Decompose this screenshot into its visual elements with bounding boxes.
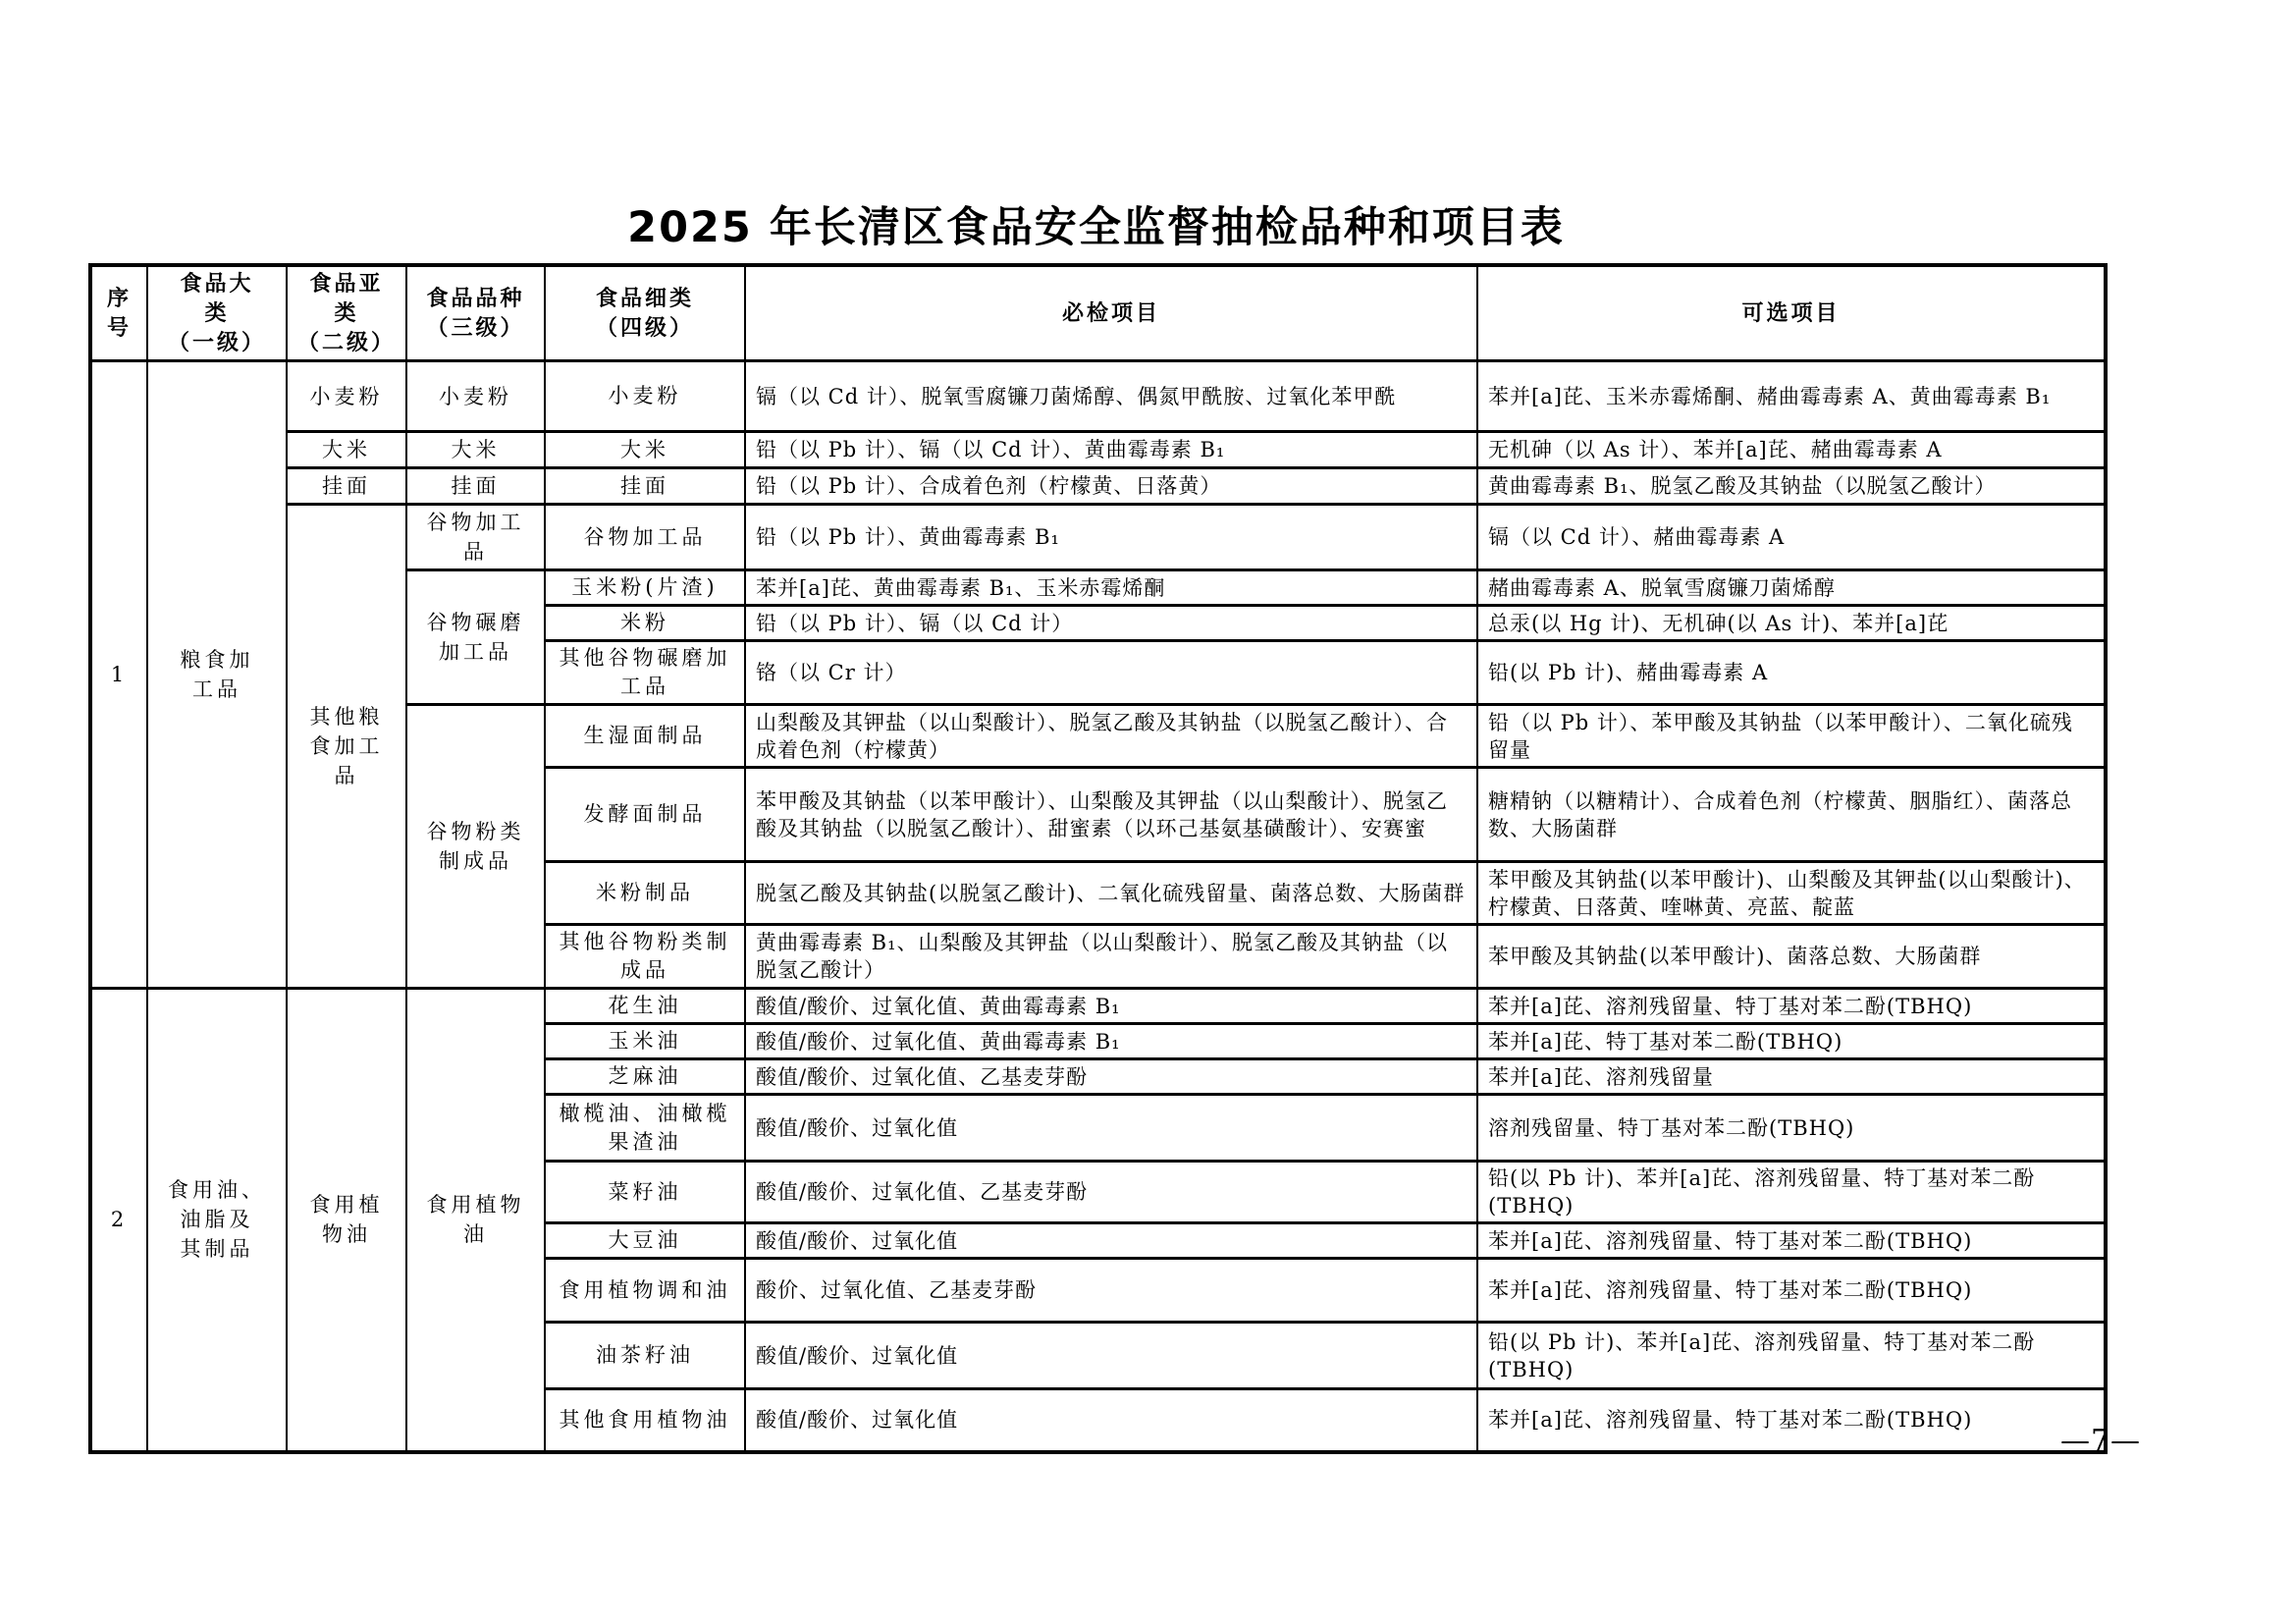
inspection-table	[88, 263, 2108, 1454]
optional-items-cell: 苯并[a]芘、溶剂残留量、特丁基对苯二酚(TBHQ)	[1477, 989, 2106, 1024]
optional-items-cell: 苯并[a]芘、溶剂残留量、特丁基对苯二酚(TBHQ)	[1477, 1223, 2106, 1259]
optional-items-cell: 苯并[a]芘、溶剂残留量、特丁基对苯二酚(TBHQ)	[1477, 1389, 2106, 1452]
required-items-cell: 酸值/酸价、过氧化值、乙基麦芽酚	[745, 1059, 1477, 1095]
required-items-cell: 苯并[a]芘、黄曲霉毒素 B₁、玉米赤霉烯酮	[745, 570, 1477, 606]
detail-cell: 花生油	[545, 989, 745, 1024]
optional-items-cell: 无机砷（以 As 计）、苯并[a]芘、赭曲霉毒素 A	[1477, 432, 2106, 468]
detail-cell: 橄榄油、油橄榄果渣油	[545, 1095, 745, 1162]
optional-items-cell: 溶剂残留量、特丁基对苯二酚(TBHQ)	[1477, 1095, 2106, 1162]
optional-items-cell: 总汞(以 Hg 计)、无机砷(以 As 计)、苯并[a]芘	[1477, 606, 2106, 641]
page-number: —7—	[2059, 1424, 2142, 1458]
detail-cell: 其他食用植物油	[545, 1389, 745, 1452]
required-items-cell: 铅（以 Pb 计）、镉（以 Cd 计）、黄曲霉毒素 B₁	[745, 432, 1477, 468]
optional-items-cell: 铅(以 Pb 计)、苯并[a]芘、溶剂残留量、特丁基对苯二酚(TBHQ)	[1477, 1323, 2106, 1389]
required-items-cell: 酸值/酸价、过氧化值、乙基麦芽酚	[745, 1162, 1477, 1223]
optional-items-cell: 苯并[a]芘、玉米赤霉烯酮、赭曲霉毒素 A、黄曲霉毒素 B₁	[1477, 361, 2106, 432]
required-items-cell: 山梨酸及其钾盐（以山梨酸计）、脱氢乙酸及其钠盐（以脱氢乙酸计）、合成着色剂（柠檬黄）	[745, 705, 1477, 768]
subcategory-cell: 其他粮 食加工 品	[287, 505, 406, 989]
required-items-cell: 铬（以 Cr 计）	[745, 641, 1477, 705]
optional-items-cell: 铅(以 Pb 计)、赭曲霉毒素 A	[1477, 641, 2106, 705]
optional-items-cell: 苯并[a]芘、特丁基对苯二酚(TBHQ)	[1477, 1024, 2106, 1059]
required-items-cell: 铅（以 Pb 计）、黄曲霉毒素 B₁	[745, 505, 1477, 570]
table-row	[90, 361, 2106, 432]
variety-cell: 食用植物 油	[406, 989, 545, 1452]
header-category: 食品大 类 （一级）	[147, 265, 287, 361]
required-items-cell: 酸值/酸价、过氧化值	[745, 1223, 1477, 1259]
required-items-cell: 黄曲霉毒素 B₁、山梨酸及其钾盐（以山梨酸计）、脱氢乙酸及其钠盐（以脱氢乙酸计）	[745, 925, 1477, 989]
detail-cell: 其他谷物粉类制成品	[545, 925, 745, 989]
variety-cell: 谷物加工 品	[406, 505, 545, 570]
detail-cell: 谷物加工品	[545, 505, 745, 570]
detail-cell: 芝麻油	[545, 1059, 745, 1095]
required-items-cell: 镉（以 Cd 计）、脱氧雪腐镰刀菌烯醇、偶氮甲酰胺、过氧化苯甲酰	[745, 361, 1477, 432]
subcategory-cell: 食用植 物油	[287, 989, 406, 1452]
detail-cell: 生湿面制品	[545, 705, 745, 768]
required-items-cell: 酸值/酸价、过氧化值	[745, 1095, 1477, 1162]
detail-cell: 油茶籽油	[545, 1323, 745, 1389]
detail-cell: 玉米油	[545, 1024, 745, 1059]
header-variety: 食品品种 （三级）	[406, 265, 545, 361]
variety-cell: 挂面	[406, 468, 545, 505]
variety-cell: 大米	[406, 432, 545, 468]
optional-items-cell: 黄曲霉毒素 B₁、脱氢乙酸及其钠盐（以脱氢乙酸计）	[1477, 468, 2106, 505]
subcategory-cell: 挂面	[287, 468, 406, 505]
seq-cell: 2	[90, 989, 147, 1452]
required-items-cell: 铅（以 Pb 计）、合成着色剂（柠檬黄、日落黄）	[745, 468, 1477, 505]
header-required-items: 必检项目	[745, 265, 1477, 361]
detail-cell: 挂面	[545, 468, 745, 505]
header-seq: 序号	[90, 265, 147, 361]
optional-items-cell: 赭曲霉毒素 A、脱氧雪腐镰刀菌烯醇	[1477, 570, 2106, 606]
category-cell: 粮食加 工品	[147, 361, 287, 989]
detail-cell: 大米	[545, 432, 745, 468]
header-optional-items: 可选项目	[1477, 265, 2106, 361]
header-row	[90, 265, 2106, 361]
detail-cell: 其他谷物碾磨加工品	[545, 641, 745, 705]
detail-cell: 玉米粉(片渣)	[545, 570, 745, 606]
required-items-cell: 酸值/酸价、过氧化值	[745, 1389, 1477, 1452]
required-items-cell: 酸值/酸价、过氧化值、黄曲霉毒素 B₁	[745, 989, 1477, 1024]
variety-cell: 谷物碾磨 加工品	[406, 570, 545, 705]
page-title: 2025 年长清区食品安全监督抽检品种和项目表	[627, 203, 1565, 252]
seq-cell: 1	[90, 361, 147, 989]
table-row	[90, 505, 2106, 570]
detail-cell: 米粉	[545, 606, 745, 641]
header-subcategory: 食品亚 类 （二级）	[287, 265, 406, 361]
detail-cell: 小麦粉	[545, 361, 745, 432]
table-row	[90, 468, 2106, 505]
required-items-cell: 酸值/酸价、过氧化值	[745, 1323, 1477, 1389]
optional-items-cell: 糖精钠（以糖精计）、合成着色剂（柠檬黄、胭脂红）、菌落总数、大肠菌群	[1477, 768, 2106, 862]
required-items-cell: 铅（以 Pb 计）、镉（以 Cd 计）	[745, 606, 1477, 641]
optional-items-cell: 铅（以 Pb 计）、苯甲酸及其钠盐（以苯甲酸计）、二氧化硫残留量	[1477, 705, 2106, 768]
required-items-cell: 苯甲酸及其钠盐（以苯甲酸计）、山梨酸及其钾盐（以山梨酸计）、脱氢乙酸及其钠盐（以脱氢乙酸计）、甜蜜素（以环己基氨基磺酸计）、安赛蜜	[745, 768, 1477, 862]
required-items-cell: 脱氢乙酸及其钠盐(以脱氢乙酸计)、二氧化硫残留量、菌落总数、大肠菌群	[745, 862, 1477, 925]
required-items-cell: 酸价、过氧化值、乙基麦芽酚	[745, 1259, 1477, 1323]
optional-items-cell: 苯并[a]芘、溶剂残留量、特丁基对苯二酚(TBHQ)	[1477, 1259, 2106, 1323]
table-row	[90, 989, 2106, 1024]
table-row	[90, 432, 2106, 468]
variety-cell: 小麦粉	[406, 361, 545, 432]
optional-items-cell: 苯并[a]芘、溶剂残留量	[1477, 1059, 2106, 1095]
detail-cell: 食用植物调和油	[545, 1259, 745, 1323]
detail-cell: 米粉制品	[545, 862, 745, 925]
variety-cell: 谷物粉类 制成品	[406, 705, 545, 989]
header-detail: 食品细类 （四级）	[545, 265, 745, 361]
detail-cell: 菜籽油	[545, 1162, 745, 1223]
subcategory-cell: 小麦粉	[287, 361, 406, 432]
detail-cell: 大豆油	[545, 1223, 745, 1259]
detail-cell: 发酵面制品	[545, 768, 745, 862]
optional-items-cell: 苯甲酸及其钠盐(以苯甲酸计)、山梨酸及其钾盐(以山梨酸计)、柠檬黄、日落黄、喹啉黄、亮蓝、靛蓝	[1477, 862, 2106, 925]
optional-items-cell: 镉（以 Cd 计）、赭曲霉毒素 A	[1477, 505, 2106, 570]
optional-items-cell: 铅(以 Pb 计)、苯并[a]芘、溶剂残留量、特丁基对苯二酚(TBHQ)	[1477, 1162, 2106, 1223]
required-items-cell: 酸值/酸价、过氧化值、黄曲霉毒素 B₁	[745, 1024, 1477, 1059]
optional-items-cell: 苯甲酸及其钠盐(以苯甲酸计)、菌落总数、大肠菌群	[1477, 925, 2106, 989]
category-cell: 食用油、 油脂及 其制品	[147, 989, 287, 1452]
subcategory-cell: 大米	[287, 432, 406, 468]
